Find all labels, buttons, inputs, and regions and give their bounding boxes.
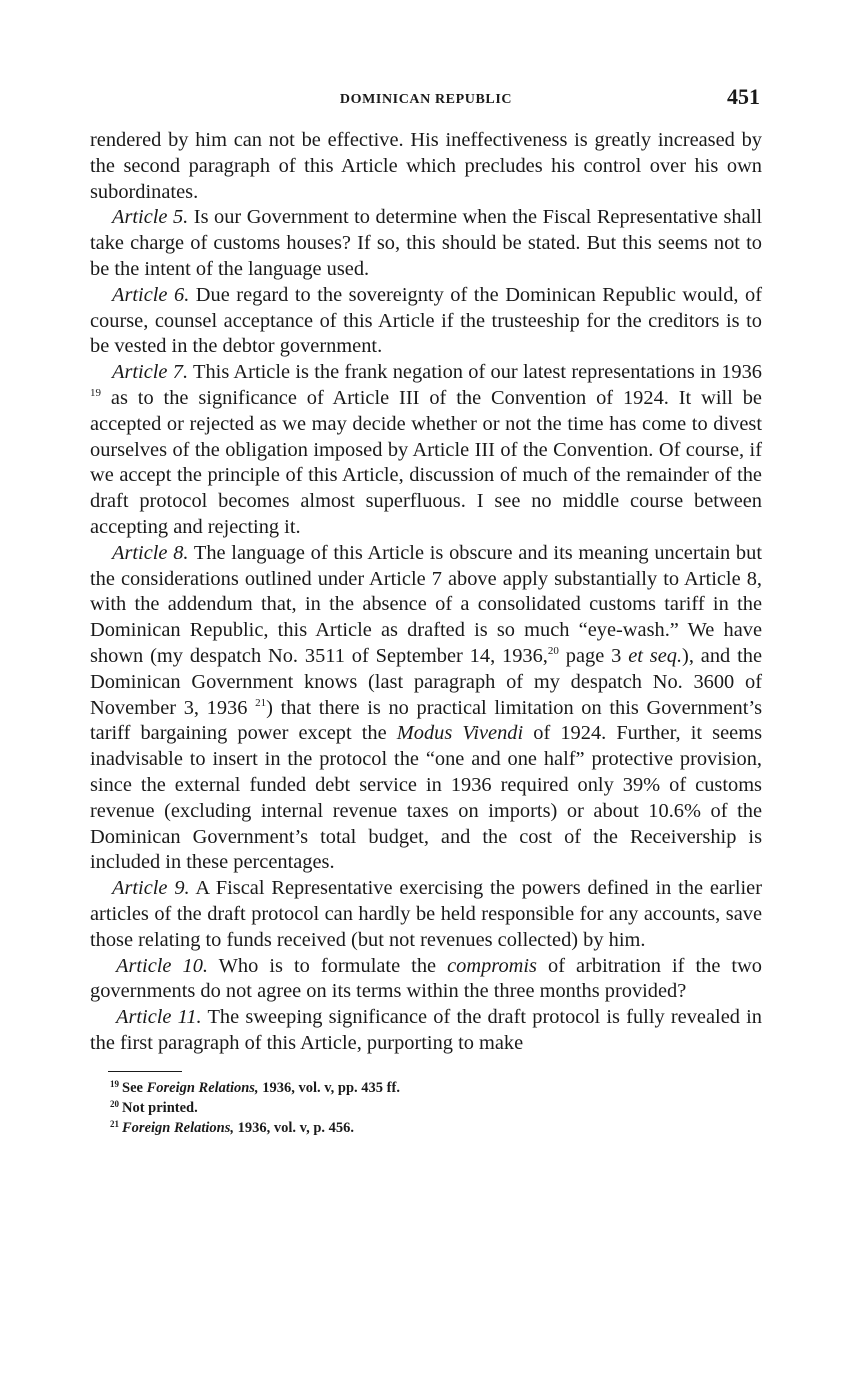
paragraph-article-8: [90, 541, 762, 876]
page-header: [90, 84, 762, 116]
footnote-ref: 21: [255, 696, 267, 709]
footnote-number: 20: [110, 1098, 119, 1109]
paragraph-text: ) that there is no practical limitation on this Government’s tariff bargaining power except the: [90, 696, 763, 745]
article-label: Article 9.: [112, 877, 190, 900]
paragraph-text: ), and the Dominican Government knows (last paragraph of my despatch No. 3600 of November 3, 1936: [90, 644, 763, 719]
article-label: Article 11.: [116, 1006, 202, 1029]
paragraph-text: Due regard to the sovereignty of the Dominican Republic would, of course, counsel acceptance of this Article if the trusteeship for the creditors is to be vested in the debtor government.: [90, 283, 762, 358]
paragraph-text: rendered by him can not be effective. His ineffectiveness is greatly increased by the second paragraph of this Article which precludes his control over his own subordinates.: [90, 129, 762, 203]
footnote-text: 1936, vol. v, pp. 435 ff.: [258, 1079, 400, 1096]
paragraph-article-11: [90, 1005, 762, 1057]
paragraph-article-9: [90, 876, 762, 953]
paragraph-article-6: [90, 283, 762, 360]
paragraph-text: A Fiscal Representative exercising the powers defined in the earlier articles of the draft protocol can hardly be held responsible for any accounts, save those relating to funds received (but not revenues collected) by him.: [90, 877, 762, 951]
italic-phrase: compromis: [447, 954, 537, 977]
footnote-text: Not printed.: [122, 1099, 198, 1116]
article-label: Article 8.: [112, 541, 189, 564]
footnote-number: 21: [110, 1118, 119, 1129]
italic-phrase: et seq.: [628, 644, 683, 667]
paragraph-article-7: [90, 360, 762, 541]
footnote-ref: 19: [90, 386, 101, 399]
footnote-text: See: [122, 1079, 147, 1096]
footnote-italic: Foreign Relations,: [146, 1079, 259, 1096]
footnote-19: [110, 1076, 762, 1096]
paragraph-text: Who is to formulate the: [208, 954, 448, 977]
paragraph-text: The language of this Article is obscure and its meaning uncertain but the considerations outlined under Article 7 above apply substantially to Article 8, with the addendum that, in the absence of a consolidated customs tariff in the Dominican Republic, this Article as drafted is so much “eye-wash.” We have shown (my despatch No. 3511 of September 14, 1936,: [90, 541, 762, 667]
footnote-20: [110, 1096, 762, 1116]
article-label: Article 6.: [112, 283, 190, 306]
paragraph-article-5: [90, 205, 762, 282]
paragraph-text: of 1924. Further, it seems inadvisable to insert in the protocol the “one and one half” protective provision, since the external funded debt service in 1936 required only 39% of customs revenue (excluding internal revenue taxes on imports) or about 10.6% of the Dominican Government’s total budget, and the cost of the Receivership is included in these percentages.: [90, 722, 763, 874]
running-head: DOMINICAN REPUBLIC: [339, 92, 513, 107]
article-label: Article 5.: [112, 206, 189, 229]
article-label: Article 7.: [112, 361, 189, 384]
italic-phrase: Modus Vivendi: [396, 722, 524, 745]
page-number: 451: [727, 84, 760, 109]
paragraph-text: The sweeping significance of the draft protocol is fully revealed in the first paragraph of this Article, purporting to make: [90, 1006, 762, 1054]
footnotes: [110, 1076, 762, 1136]
paragraph-text: This Article is the frank negation of our latest representations in 1936: [188, 361, 762, 384]
document-page: [90, 84, 762, 1136]
footnote-number: 19: [110, 1078, 119, 1089]
paragraph-text: Is our Government to determine when the Fiscal Representative shall take charge of customs houses? If so, this should be stated. But this seems not to be the intent of the language used.: [90, 206, 762, 280]
paragraph-text: of arbitration if the two governments do not agree on its terms within the three months provided?: [90, 954, 762, 1003]
footnote-ref: 20: [547, 644, 559, 657]
footnote-text: 1936, vol. v, p. 456.: [234, 1119, 355, 1136]
footnote-21: [110, 1116, 762, 1136]
footnote-italic: Foreign Relations,: [122, 1119, 234, 1136]
paragraph-text: page 3: [558, 644, 629, 667]
paragraph-article-10: [90, 954, 762, 1006]
body-text: [90, 128, 762, 1057]
paragraph-text: as to the significance of Article III of the Convention of 1924. It will be accepted or rejected as we may decide whether or not the time has come to divest ourselves of the obligation imposed by Article III of the Convention. Of course, if we accept the principle of this Article, discussion of much of the remainder of the draft protocol becomes almost superfluous. I see no middle course between accepting and rejecting it.: [90, 386, 762, 538]
article-label: Article 10.: [116, 954, 209, 977]
paragraph-continuation: [90, 128, 762, 205]
footnote-divider: [108, 1071, 182, 1072]
